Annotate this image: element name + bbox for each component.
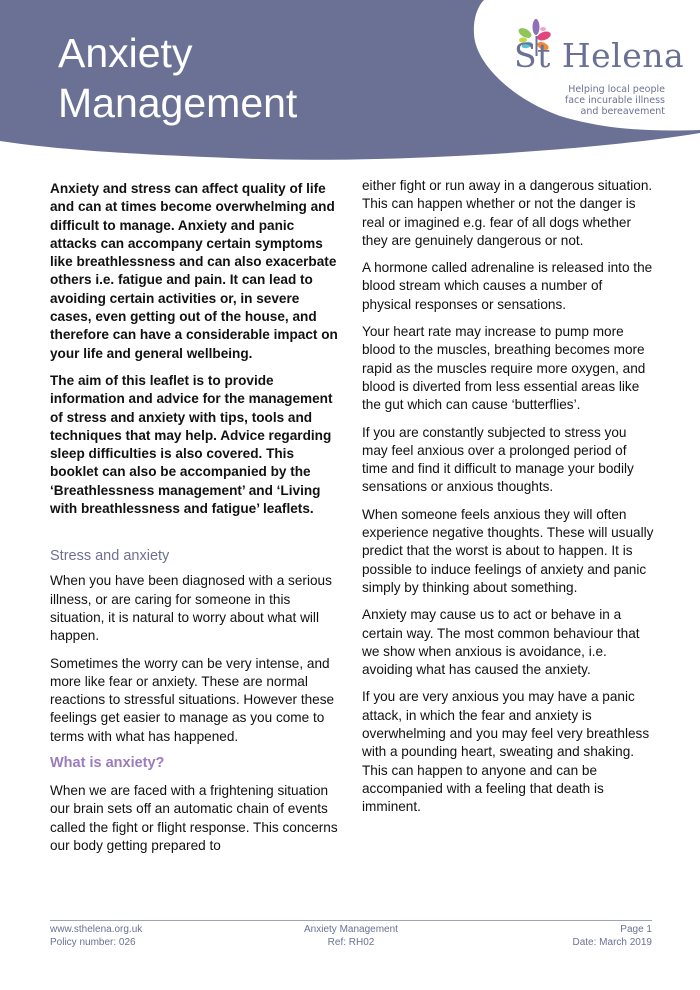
intro-paragraph-1: Anxiety and stress can affect quality of life and can at times become overwhelming and difficult to manage. Anxiety and panic attacks can accompany certain symptoms like breathlessness and can also exacerbate others i.e. fatigue and pain. It can lead to avoiding certain activities or, in severe cases, even getting out of the house, and therefore can have a considerable impact on your life and general wellbeing. [50,181,338,361]
avoidance-paragraph: Anxiety may cause us to act or behave in a certain way. The most common behaviour that we show when anxious is avoidance, i.e. avoiding what has caused the anxiety. [362,607,640,678]
title-line-2: Management [58,80,298,126]
logo-tagline [565,84,665,117]
footer-date: Date: March 2019 [572,936,652,948]
footer-right [573,924,653,949]
negative-thoughts-paragraph: When someone feels anxious they will often experience negative thoughts. These will usually predict that the worst is about to happen. It is possible to induce feelings of anxiety and panic simply by thinking about something. [362,506,654,595]
header-banner [0,0,700,170]
page-footer [50,920,652,948]
footer-ref: Ref: RH02 [327,936,375,948]
title-line-1: Anxiety [58,30,193,76]
footer-doc-title: Anxiety Management [304,924,398,935]
left-column [50,180,342,864]
st-helena-logo [512,18,692,118]
stress-paragraph-2: Sometimes the worry can be very intense, and more like fear or anxiety. These are normal reactions to stressful situations. However these feelings get easier to manage as you come to terms with what has happened. [50,655,335,744]
heart-rate-paragraph: Your heart rate may increase to pump more blood to the muscles, breathing becomes more rapid as the muscles require more oxygen, and blood is diverted from less essential areas like the gut which can cause ‘butterflies’. [362,324,646,413]
adrenaline-paragraph: A hormone called adrenaline is released into the blood stream which causes a number of physical responses or sensations. [362,260,653,312]
tagline-line-1: Helping local people [568,84,665,95]
tagline-line-3: and bereavement [580,106,665,117]
right-column [362,177,654,826]
section-heading-stress: Stress and anxiety [50,548,170,565]
constant-stress-paragraph: If you are constantly subjected to stress you may feel anxious over a prolonged period of time and find it difficult to manage your bodily sensations or anxious thoughts. [362,424,634,495]
page-title [58,28,297,128]
stress-paragraph-1: When you have been diagnosed with a serious illness, or are caring for someone in this situation, it is natural to worry about what will happen. [50,573,332,644]
footer-center [50,924,652,949]
footer-policy-number: Policy number: 026 [50,936,136,948]
footer-page-number: Page 1 [620,924,652,935]
what-is-paragraph-1b: either fight or run away in a dangerous situation. This can happen whether or not the danger is real or imagined e.g. fear of all dogs whether they are genuinely dangerous or not. [362,178,653,248]
tagline-line-2: face incurable illness [564,95,665,106]
intro-paragraph-2: The aim of this leaflet is to provide information and advice for the management of stress and anxiety with tips, tools and techniques that may help. Advice regarding sleep difficulties is also covered. This booklet can also be accompanied by the ‘Breathlessness management’ and ‘Living with breathlessness and fatigue’ leaflets. [50,372,333,517]
panic-attack-paragraph: If you are very anxious you may have a panic attack, in which the fear and anxiety is overwhelming and you may feel very breathless with a pounding heart, sweating and shaking. This can happen to anyone and can be accompanied with a feeling that death is imminent. [362,689,650,815]
subheading-what-is-anxiety: What is anxiety? [50,755,165,772]
footer-website-link[interactable]: www.sthelena.org.uk [50,924,143,935]
logo-name: St Helena [514,36,685,75]
what-is-paragraph-1a: When we are faced with a frightening situation our brain sets off an automatic chain of events called the fight or flight response. This concerns our body getting prepared to [50,783,338,853]
